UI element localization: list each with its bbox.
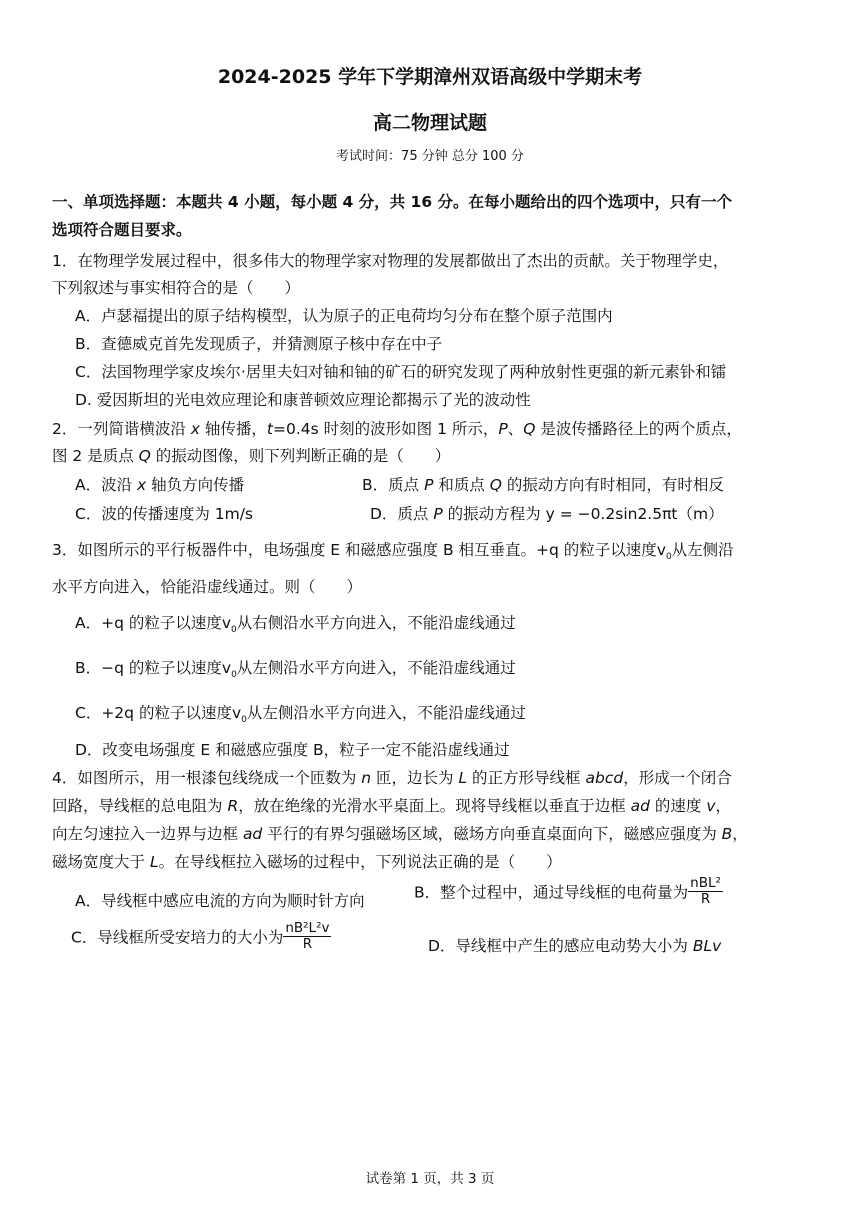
subject-title: 高二物理试题 xyxy=(372,112,487,134)
q4-option-b: B．整个过程中，通过导线框的电荷量为 $\frac{\text{nBL²}}{R}$ xyxy=(414,875,721,907)
q2-option-d: D．质点 P 的振动方程为 y = −0.2sin2.5πt（m） xyxy=(370,505,724,523)
q4-stem-line4: 磁场宽度大于 L。在导线框拉入磁场的过程中，下列说法正确的是（ ） xyxy=(52,853,562,871)
q3-option-a: A．+q 的粒子以速度$v_0$从右侧沿水平方向进入，不能沿虚线通过 xyxy=(75,614,516,636)
section-heading-line1: 一、单项选择题：本题共 4 小题，每小题 4 分，共 16 分。在每小题给出的四个选项中，只有一个 xyxy=(52,193,733,211)
q1-stem-line1: 1．在物理学发展过程中，很多伟大的物理学家对物理的发展都做出了杰出的贡献。关于物理学史， xyxy=(52,252,729,270)
q4-option-d: D．导线框中产生的感应电动势大小为 BLv xyxy=(428,937,722,955)
q3-stem-line1: 3．如图所示的平行板器件中，电场强度 E 和磁感应强度 B 相互垂直。+q 的粒子以速度$v_0$从左侧沿 xyxy=(52,541,734,563)
q2-option-a: A．波沿 x 轴负方向传播 xyxy=(75,476,245,494)
q2-stem-line2: 图 2 是质点 Q 的振动图像，则下列判断正确的是（ ） xyxy=(52,447,451,465)
q4-stem-line1: 4．如图所示，用一根漆包线绕成一个匝数为 n 匝，边长为 L 的正方形导线框 abcd，形成一个闭合 xyxy=(52,769,732,787)
q4-option-a: A．导线框中感应电流的方向为顺时针方向 xyxy=(75,892,365,910)
q1-option-a: A．卢瑟福提出的原子结构模型，认为原子的正电荷均匀分布在整个原子范围内 xyxy=(75,307,613,325)
q2-option-b: B．质点 P 和质点 Q 的振动方向有时相同，有时相反 xyxy=(362,476,724,494)
q3-option-c: C．+2q 的粒子以速度$v_0$从左侧沿水平方向进入，不能沿虚线通过 xyxy=(75,704,526,726)
q2-stem-line1: 2．一列简谐横波沿 x 轴传播，t=0.4s 时刻的波形如图 1 所示，P、Q 是波传播路径上的两个质点， xyxy=(52,420,742,438)
q3-option-d: D．改变电场强度 E 和磁感应强度 B，粒子一定不能沿虚线通过 xyxy=(75,741,510,759)
exam-info: 考试时间：75 分钟 总分 100 分 xyxy=(336,149,524,164)
q1-option-c: C．法国物理学家皮埃尔·居里夫妇对铀和铀的矿石的研究发现了两种放射性更强的新元素钋和镭 xyxy=(75,363,727,381)
q4-option-c: C．导线框所受安培力的大小为 $\frac{\text{nB²L²v}}{R}$ xyxy=(71,920,330,952)
q3-stem-line2: 水平方向进入，恰能沿虚线通过。则（ ） xyxy=(52,578,363,596)
school-title: 2024-2025 学年下学期漳州双语高级中学期末考 xyxy=(217,66,643,88)
page-footer: 试卷第 1 页，共 3 页 xyxy=(365,1171,495,1187)
q4-option-b-fraction: $\frac{\text{nBL²}}{R}$ xyxy=(690,875,721,907)
q1-option-b: B．查德威克首先发现质子，并猜测原子核中存在中子 xyxy=(75,335,443,353)
q3-option-b: B．−q 的粒子以速度$v_0$从左侧沿水平方向进入，不能沿虚线通过 xyxy=(75,659,516,681)
q1-option-d: D. 爱因斯坦的光电效应理论和康普顿效应理论都揭示了光的波动性 xyxy=(75,391,531,409)
q4-option-c-fraction: $\frac{\text{nB²L²v}}{R}$ xyxy=(285,920,330,952)
q2-option-c: C．波的传播速度为 1m/s xyxy=(75,505,254,523)
q1-stem-line2: 下列叙述与事实相符合的是（ ） xyxy=(52,279,301,297)
section-heading-line2: 选项符合题目要求。 xyxy=(52,221,192,239)
q4-stem-line3: 向左匀速拉入一边界与边框 ad 平行的有界匀强磁场区域，磁场方向垂直桌面向下，磁感应强度为 B， xyxy=(52,825,748,843)
q4-stem-line2: 回路，导线框的总电阻为 R，放在绝缘的光滑水平桌面上。现将导线框以垂直于边框 ad 的速度 v， xyxy=(52,797,732,815)
